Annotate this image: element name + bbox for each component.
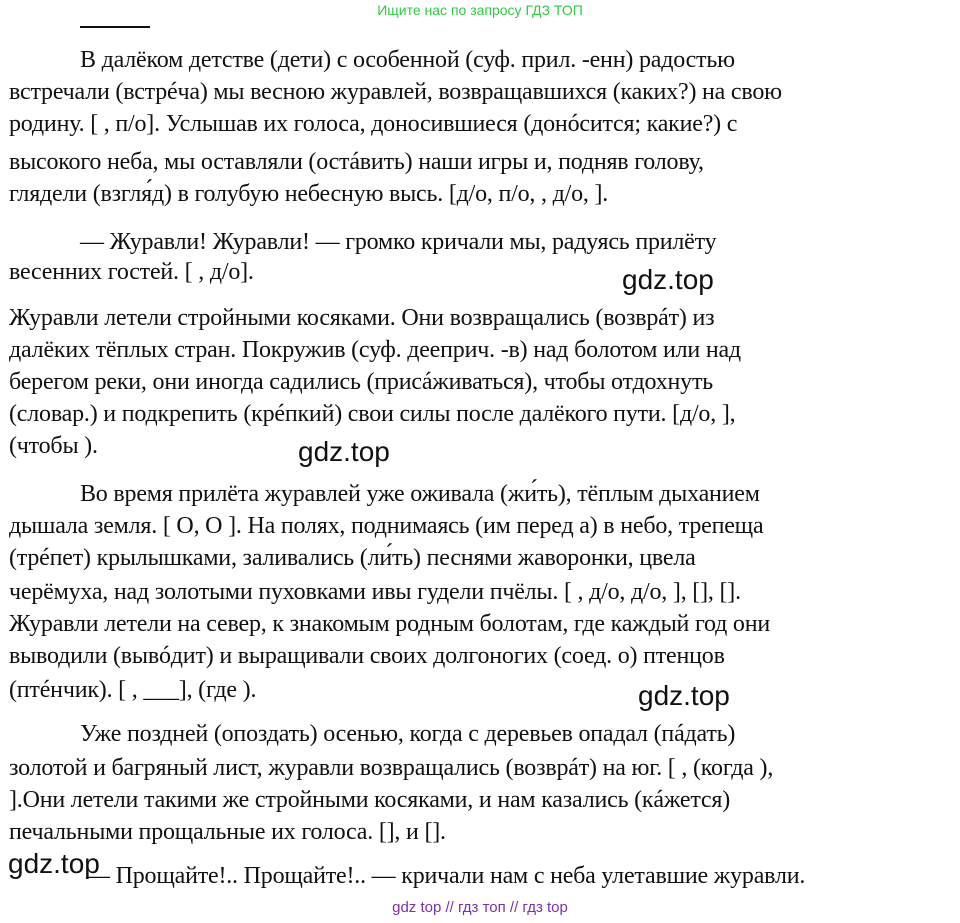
text-line: Журавли летели на север, к знакомым родным болотам, где каждый год они — [9, 611, 770, 637]
text-line: высокого неба, мы оставляли (остáвить) наши игры и, подняв голову, — [9, 149, 704, 175]
text-line: (птéнчик). [ , ___], (где ). — [9, 677, 257, 703]
text-line: родину. [ , п/о]. Услышав их голоса, доносившиеся (донóсится; какие?) с — [9, 111, 738, 137]
text-line: выводили (вывóдит) и выращивали своих долгоногих (соед. о) птенцов — [9, 643, 725, 669]
text-line: Уже поздней (опоздать) осенью, когда с деревьев опадал (пáдать) — [80, 721, 736, 747]
watermark: gdz.top — [638, 680, 730, 711]
search-banner[interactable]: Ищите нас по запросу ГДЗ ТОП — [377, 2, 583, 18]
watermark: gdz.top — [622, 264, 714, 295]
text-line: далёких тёплых стран. Покружив (суф. дееприч. -в) над болотом или над — [9, 337, 741, 363]
text-line: (трéпет) крылышками, заливались (ли́ть) песнями жаворонки, цвела — [9, 545, 696, 571]
watermark: gdz.top — [8, 848, 100, 879]
text-line: ].Они летели такими же стройными косяками, и нам казались (кáжется) — [9, 787, 731, 813]
text-line: Журавли летели стройными косяками. Они возвращались (возврáт) из — [9, 305, 715, 331]
watermark: gdz.top — [298, 436, 390, 467]
text-line: Во время прилёта журавлей уже оживала (жи́ть), тёплым дыханием — [80, 481, 760, 507]
text-line: золотой и багряный лист, журавли возвращались (возврáт) на юг. [ , (когда ), — [9, 755, 774, 781]
text-line: В далёком детстве (дети) с особенной (суф. прил. -енн) радостью — [80, 47, 735, 73]
top-rule — [80, 26, 150, 28]
text-line: черёмуха, над золотыми пуховками ивы гудели пчёлы. [ , д/о, д/о, ], [], []. — [9, 579, 741, 605]
text-line: глядели (взгля́д) в голубую небесную высь. [д/о, п/о, , д/о, ]. — [9, 181, 609, 207]
text-line: печальными прощальные их голоса. [], и []. — [9, 819, 446, 845]
footer-links[interactable]: gdz top // гдз топ // гдз top — [392, 899, 568, 916]
text-line: — Прощайте!.. Прощайте!.. — кричали нам с неба улетавшие журавли. — [86, 863, 806, 889]
text-line: дышала земля. [ О, О ]. На полях, поднимаясь (им перед а) в небо, трепеща — [9, 513, 764, 539]
text-line: (словар.) и подкрепить (крéпкий) свои силы после далёкого пути. [д/о, ], — [9, 401, 736, 427]
text-line: встречали (встрéча) мы весною журавлей, возвращавшихся (каких?) на свою — [9, 79, 782, 105]
text-line: (чтобы ). — [9, 433, 98, 459]
text-line: берегом реки, они иногда садились (присáживаться), чтобы отдохнуть — [9, 369, 713, 395]
text-line: весенних гостей. [ , д/о]. — [9, 259, 254, 285]
text-line: — Журавли! Журавли! — громко кричали мы, радуясь прилёту — [80, 229, 717, 255]
